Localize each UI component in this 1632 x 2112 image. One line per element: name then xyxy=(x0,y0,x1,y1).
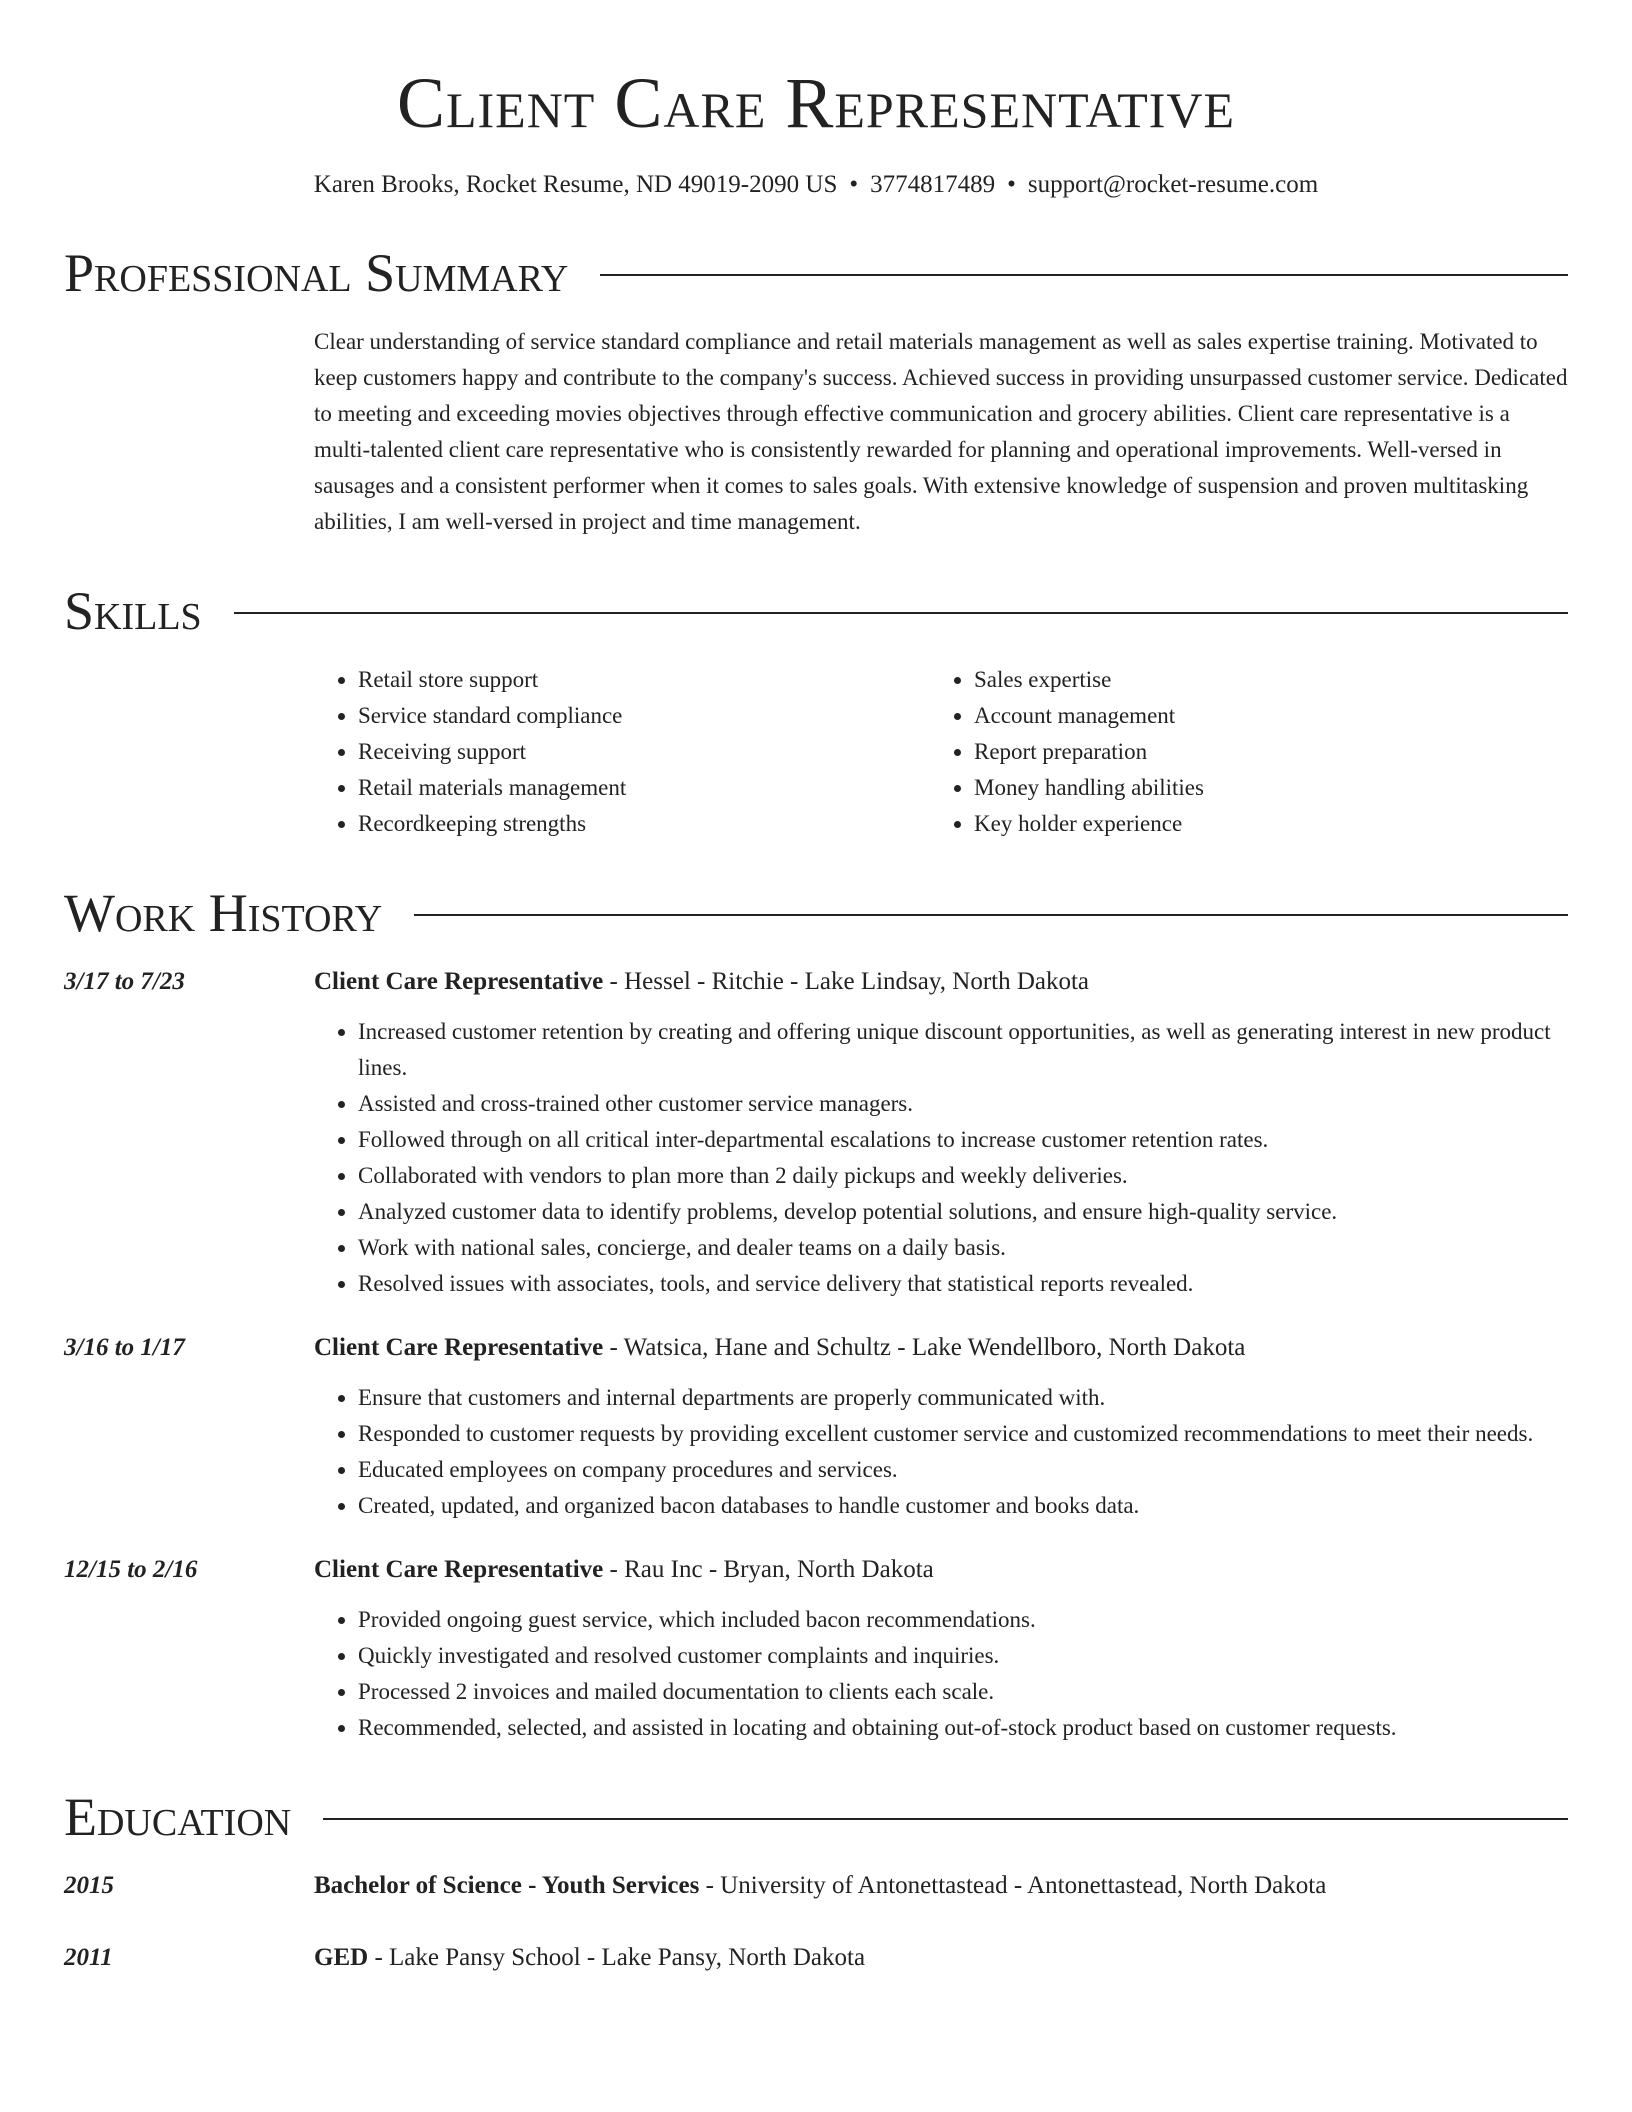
skill-item: • Recordkeeping strengths xyxy=(358,806,930,842)
job-bullet: • Collaborated with vendors to plan more than 2 daily pickups and weekly deliveries. xyxy=(358,1158,1568,1194)
skills-columns xyxy=(64,662,1568,842)
skill-item: • Key holder experience xyxy=(974,806,1546,842)
skills-right-column xyxy=(930,662,1546,842)
section-title: Professional Summary xyxy=(64,243,569,303)
job-details xyxy=(314,1330,1568,1524)
education-school: - Lake Pansy School - Lake Pansy, North Dakota xyxy=(368,1944,866,1971)
job-bullets xyxy=(314,1014,1568,1302)
job-details xyxy=(314,1552,1568,1746)
section-header xyxy=(64,580,1568,642)
job-employer: - Rau Inc - Bryan, North Dakota xyxy=(603,1556,934,1583)
skill-item: • Sales expertise xyxy=(974,662,1546,698)
job-bullet: • Quickly investigated and resolved customer complaints and inquiries. xyxy=(358,1638,1568,1674)
section-header xyxy=(64,242,1568,304)
job-bullet: • Recommended, selected, and assisted in locating and obtaining out-of-stock product based on customer requests. xyxy=(358,1710,1568,1746)
job-bullets xyxy=(314,1602,1568,1746)
skill-item: • Account management xyxy=(974,698,1546,734)
job-bullets xyxy=(314,1380,1568,1524)
skills-left-column xyxy=(314,662,930,842)
job-bullet: • Resolved issues with associates, tools, and service delivery that statistical reports revealed. xyxy=(358,1266,1568,1302)
job-bullet: • Provided ongoing guest service, which included bacon recommendations. xyxy=(358,1602,1568,1638)
education-degree: GED xyxy=(314,1944,369,1971)
section-title: Work History xyxy=(64,883,383,943)
work-history-section xyxy=(64,882,1568,1746)
job-bullet: • Processed 2 invoices and mailed documentation to clients each scale. xyxy=(358,1674,1568,1710)
education-school: - University of Antonettastead - Antonettastead, North Dakota xyxy=(699,1872,1327,1899)
job-employer: - Watsica, Hane and Schultz - Lake Wendellboro, North Dakota xyxy=(603,1334,1246,1361)
education-details xyxy=(314,1868,1326,1904)
job-bullet: • Assisted and cross-trained other customer service managers. xyxy=(358,1086,1568,1122)
job-role: Client Care Representative xyxy=(314,1334,604,1361)
job-dates: 12/15 to 2/16 xyxy=(64,1556,198,1583)
section-divider xyxy=(600,274,1568,276)
job-bullet: • Followed through on all critical inter-departmental escalations to increase customer retention rates. xyxy=(358,1122,1568,1158)
job-role: Client Care Representative xyxy=(314,968,604,995)
section-divider xyxy=(323,1818,1568,1820)
skills-section xyxy=(64,580,1568,842)
contact-phone: 3774817489 xyxy=(870,171,996,198)
contact-separator: • xyxy=(849,171,859,198)
job-bullet: • Responded to customer requests by providing excellent customer service and customized recommendations to meet their needs. xyxy=(358,1416,1568,1452)
contact-line xyxy=(64,168,1568,202)
education-entry xyxy=(64,1868,1568,1904)
summary-section xyxy=(64,242,1568,540)
section-header xyxy=(64,882,1568,944)
job-bullet: • Work with national sales, concierge, and dealer teams on a daily basis. xyxy=(358,1230,1568,1266)
job-bullet: • Ensure that customers and internal departments are properly communicated with. xyxy=(358,1380,1568,1416)
section-divider xyxy=(414,914,1568,916)
skill-item: • Money handling abilities xyxy=(974,770,1546,806)
job-dates: 3/16 to 1/17 xyxy=(64,1334,185,1361)
section-title: Skills xyxy=(64,581,202,641)
summary-text: Clear understanding of service standard compliance and retail materials management as well as sales expertise training. Motivated to keep customers happy and contribute to the company's success. Achieved success in providing unsurpassed customer service. Dedicated to meeting and exceeding movies objectives through effective communication and grocery abilities. Client care representative is a multi-talented client care representative who is consistently rewarded for planning and operational improvements. Well-versed in sausages and a consistent performer when it comes to sales goals. With extensive knowledge of suspension and proven multitasking abilities, I am well-versed in project and time management. xyxy=(314,329,1568,534)
job-role: Client Care Representative xyxy=(314,1556,604,1583)
job-bullet: • Created, updated, and organized bacon databases to handle customer and books data. xyxy=(358,1488,1568,1524)
skill-item: • Retail store support xyxy=(358,662,930,698)
job-bullet: • Increased customer retention by creating and offering unique discount opportunities, as well as generating interest in new product lines. xyxy=(358,1014,1568,1086)
education-section xyxy=(64,1786,1568,1976)
job-header xyxy=(314,1330,1568,1366)
skill-item: • Service standard compliance xyxy=(358,698,930,734)
job-bullet: • Educated employees on company procedures and services. xyxy=(358,1452,1568,1488)
job-details xyxy=(314,964,1568,1302)
contact-separator: • xyxy=(1007,171,1016,198)
job-entry xyxy=(64,964,1568,1302)
job-header xyxy=(314,964,1568,1000)
contact-address: Karen Brooks, Rocket Resume, ND 49019-2090 US xyxy=(313,171,838,198)
job-entry xyxy=(64,1552,1568,1746)
job-bullet: • Analyzed customer data to identify problems, develop potential solutions, and ensure high-quality service. xyxy=(358,1194,1568,1230)
section-divider xyxy=(234,612,1568,614)
job-entry xyxy=(64,1330,1568,1524)
job-dates: 3/17 to 7/23 xyxy=(64,968,185,995)
skill-item: • Report preparation xyxy=(974,734,1546,770)
education-year: 2015 xyxy=(64,1872,114,1899)
education-details xyxy=(314,1940,865,1976)
section-title: Education xyxy=(64,1787,292,1847)
skill-item: • Retail materials management xyxy=(358,770,930,806)
education-year: 2011 xyxy=(64,1944,113,1971)
job-employer: - Hessel - Ritchie - Lake Lindsay, North Dakota xyxy=(603,968,1090,995)
section-header xyxy=(64,1786,1568,1848)
education-degree: Bachelor of Science - Youth Services xyxy=(314,1872,700,1899)
skill-item: • Receiving support xyxy=(358,734,930,770)
job-header xyxy=(314,1552,1568,1588)
contact-email: support@rocket-resume.com xyxy=(1027,171,1319,198)
education-entry xyxy=(64,1940,1568,1976)
resume-title: Client Care Representative xyxy=(396,63,1236,143)
